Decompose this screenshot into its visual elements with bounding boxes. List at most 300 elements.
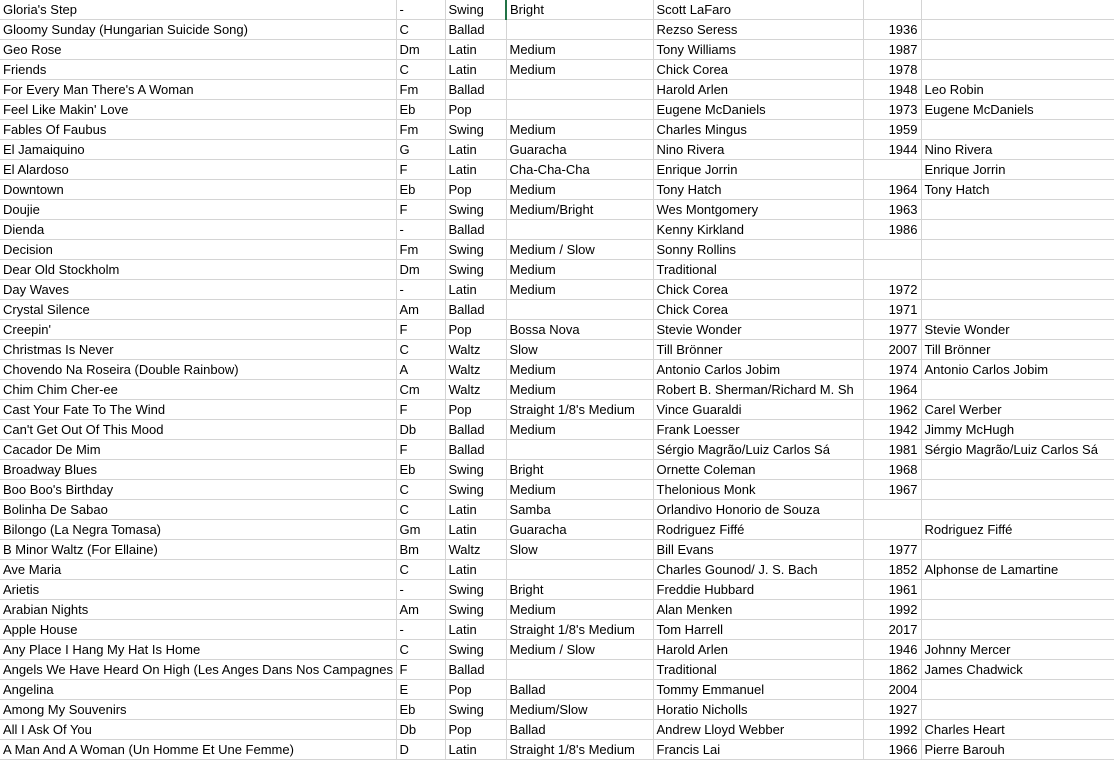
cell-style[interactable]: Latin [445, 40, 506, 60]
table-row [0, 80, 1114, 100]
cell-lyricist[interactable] [921, 540, 1114, 560]
cell-tempo[interactable] [506, 300, 653, 320]
cell-lyricist[interactable] [921, 120, 1114, 140]
cell-key[interactable]: Fm [396, 240, 445, 260]
cell-lyricist[interactable]: Eugene McDaniels [921, 100, 1114, 120]
cell-composer[interactable]: Francis Lai [653, 740, 863, 760]
cell-key[interactable]: Am [396, 600, 445, 620]
table-row [0, 320, 1114, 340]
cell-key[interactable]: C [396, 340, 445, 360]
cell-key[interactable]: Dm [396, 260, 445, 280]
cell-tempo[interactable] [506, 560, 653, 580]
cell-tempo[interactable]: Medium [506, 40, 653, 60]
cell-lyricist[interactable] [921, 20, 1114, 40]
cell-year[interactable]: 1964 [863, 380, 921, 400]
cell-key[interactable]: F [396, 320, 445, 340]
table-row [0, 200, 1114, 220]
cell-tempo[interactable]: Medium [506, 180, 653, 200]
table-row [0, 500, 1114, 520]
cell-title[interactable]: Cacador De Mim [0, 440, 396, 460]
cell-title[interactable]: For Every Man There's A Woman [0, 80, 396, 100]
cell-lyricist[interactable] [921, 300, 1114, 320]
cell-key[interactable]: Fm [396, 120, 445, 140]
cell-composer[interactable]: Rezso Seress [653, 20, 863, 40]
table-row [0, 60, 1114, 80]
cell-tempo[interactable]: Slow [506, 340, 653, 360]
cell-year[interactable]: 2017 [863, 620, 921, 640]
cell-composer[interactable]: Chick Corea [653, 280, 863, 300]
cell-key[interactable]: G [396, 140, 445, 160]
table-row [0, 420, 1114, 440]
cell-composer[interactable]: Tony Hatch [653, 180, 863, 200]
cell-tempo[interactable] [506, 100, 653, 120]
cell-style[interactable]: Swing [445, 480, 506, 500]
cell-key[interactable]: F [396, 440, 445, 460]
cell-lyricist[interactable]: Sérgio Magrão/Luiz Carlos Sá [921, 440, 1114, 460]
cell-lyricist[interactable]: Tony Hatch [921, 180, 1114, 200]
cell-composer[interactable]: Tony Williams [653, 40, 863, 60]
cell-year[interactable]: 1959 [863, 120, 921, 140]
cell-year[interactable]: 1946 [863, 640, 921, 660]
cell-style[interactable]: Ballad [445, 300, 506, 320]
cell-lyricist[interactable] [921, 260, 1114, 280]
cell-composer[interactable]: Charles Gounod/ J. S. Bach [653, 560, 863, 580]
cell-title[interactable]: Angels We Have Heard On High (Les Anges Dans Nos Campagnes [0, 660, 396, 680]
cell-title[interactable]: Dienda [0, 220, 396, 240]
cell-year[interactable]: 1971 [863, 300, 921, 320]
cell-title[interactable]: Angelina [0, 680, 396, 700]
table-row [0, 100, 1114, 120]
cell-lyricist[interactable]: Antonio Carlos Jobim [921, 360, 1114, 380]
cell-year[interactable]: 1944 [863, 140, 921, 160]
cell-lyricist[interactable] [921, 460, 1114, 480]
cell-lyricist[interactable]: James Chadwick [921, 660, 1114, 680]
cell-title[interactable]: Arabian Nights [0, 600, 396, 620]
cell-lyricist[interactable] [921, 700, 1114, 720]
cell-tempo[interactable]: Medium / Slow [506, 640, 653, 660]
cell-key[interactable]: F [396, 400, 445, 420]
table-row [0, 280, 1114, 300]
cell-tempo[interactable]: Medium/Bright [506, 200, 653, 220]
cell-lyricist[interactable]: Carel Werber [921, 400, 1114, 420]
cell-key[interactable]: - [396, 580, 445, 600]
cell-title[interactable]: Day Waves [0, 280, 396, 300]
cell-style[interactable]: Ballad [445, 440, 506, 460]
cell-year[interactable]: 1967 [863, 480, 921, 500]
cell-tempo[interactable] [506, 80, 653, 100]
table-row [0, 600, 1114, 620]
cell-tempo[interactable]: Bright [506, 0, 653, 20]
cell-year[interactable]: 1962 [863, 400, 921, 420]
cell-title[interactable]: Dear Old Stockholm [0, 260, 396, 280]
table-row [0, 740, 1114, 760]
cell-key[interactable]: Cm [396, 380, 445, 400]
cell-tempo[interactable]: Cha-Cha-Cha [506, 160, 653, 180]
table-row [0, 520, 1114, 540]
cell-composer[interactable]: Orlandivo Honorio de Souza [653, 500, 863, 520]
cell-tempo[interactable] [506, 440, 653, 460]
table-row [0, 220, 1114, 240]
cell-composer[interactable]: Charles Mingus [653, 120, 863, 140]
cell-key[interactable]: Db [396, 720, 445, 740]
cell-year[interactable]: 1966 [863, 740, 921, 760]
cell-key[interactable]: C [396, 20, 445, 40]
cell-composer[interactable]: Eugene McDaniels [653, 100, 863, 120]
cell-style[interactable]: Waltz [445, 540, 506, 560]
cell-lyricist[interactable] [921, 500, 1114, 520]
table-row [0, 140, 1114, 160]
cell-composer[interactable]: Andrew Lloyd Webber [653, 720, 863, 740]
cell-lyricist[interactable] [921, 0, 1114, 20]
cell-year[interactable]: 1974 [863, 360, 921, 380]
cell-lyricist[interactable] [921, 60, 1114, 80]
cell-composer[interactable]: Tommy Emmanuel [653, 680, 863, 700]
cell-composer[interactable]: Chick Corea [653, 300, 863, 320]
cell-title[interactable]: Geo Rose [0, 40, 396, 60]
cell-style[interactable]: Pop [445, 680, 506, 700]
cell-year[interactable]: 1968 [863, 460, 921, 480]
cell-composer[interactable]: Sérgio Magrão/Luiz Carlos Sá [653, 440, 863, 460]
cell-lyricist[interactable] [921, 280, 1114, 300]
cell-title[interactable]: Friends [0, 60, 396, 80]
cell-style[interactable]: Ballad [445, 420, 506, 440]
cell-tempo[interactable]: Medium / Slow [506, 240, 653, 260]
cell-title[interactable]: Fables Of Faubus [0, 120, 396, 140]
cell-tempo[interactable]: Guaracha [506, 140, 653, 160]
cell-year[interactable]: 1977 [863, 320, 921, 340]
cell-lyricist[interactable]: Charles Heart [921, 720, 1114, 740]
cell-tempo[interactable]: Medium [506, 380, 653, 400]
cell-style[interactable]: Ballad [445, 660, 506, 680]
cell-composer[interactable]: Stevie Wonder [653, 320, 863, 340]
cell-year[interactable]: 1948 [863, 80, 921, 100]
cell-key[interactable]: - [396, 220, 445, 240]
cell-year[interactable]: 1942 [863, 420, 921, 440]
table-row [0, 340, 1114, 360]
cell-key[interactable]: C [396, 60, 445, 80]
cell-style[interactable]: Swing [445, 260, 506, 280]
cell-lyricist[interactable]: Leo Robin [921, 80, 1114, 100]
cell-style[interactable]: Swing [445, 600, 506, 620]
cell-lyricist[interactable]: Enrique Jorrin [921, 160, 1114, 180]
cell-composer[interactable]: Robert B. Sherman/Richard M. Sh [653, 380, 863, 400]
cell-year[interactable]: 1963 [863, 200, 921, 220]
cell-year[interactable] [863, 0, 921, 20]
cell-tempo[interactable]: Medium [506, 480, 653, 500]
cell-title[interactable]: Feel Like Makin' Love [0, 100, 396, 120]
cell-title[interactable]: All I Ask Of You [0, 720, 396, 740]
cell-style[interactable]: Latin [445, 160, 506, 180]
cell-title[interactable]: Bolinha De Sabao [0, 500, 396, 520]
cell-composer[interactable]: Antonio Carlos Jobim [653, 360, 863, 380]
cell-style[interactable]: Swing [445, 460, 506, 480]
cell-composer[interactable]: Rodriguez Fiffé [653, 520, 863, 540]
cell-key[interactable]: A [396, 360, 445, 380]
cell-tempo[interactable] [506, 220, 653, 240]
cell-composer[interactable]: Kenny Kirkland [653, 220, 863, 240]
cell-style[interactable]: Swing [445, 0, 506, 20]
cell-style[interactable]: Ballad [445, 220, 506, 240]
cell-title[interactable]: Chovendo Na Roseira (Double Rainbow) [0, 360, 396, 380]
cell-style[interactable]: Latin [445, 280, 506, 300]
cell-composer[interactable]: Vince Guaraldi [653, 400, 863, 420]
cell-year[interactable]: 1973 [863, 100, 921, 120]
cell-style[interactable]: Waltz [445, 380, 506, 400]
table-row [0, 260, 1114, 280]
cell-lyricist[interactable]: Nino Rivera [921, 140, 1114, 160]
table-row [0, 180, 1114, 200]
cell-style[interactable]: Swing [445, 580, 506, 600]
cell-style[interactable]: Pop [445, 180, 506, 200]
cell-composer[interactable]: Frank Loesser [653, 420, 863, 440]
cell-year[interactable]: 1972 [863, 280, 921, 300]
cell-style[interactable]: Ballad [445, 20, 506, 40]
cell-lyricist[interactable]: Alphonse de Lamartine [921, 560, 1114, 580]
cell-composer[interactable]: Thelonious Monk [653, 480, 863, 500]
cell-tempo[interactable]: Bossa Nova [506, 320, 653, 340]
cell-title[interactable]: Decision [0, 240, 396, 260]
cell-key[interactable]: - [396, 280, 445, 300]
cell-tempo[interactable]: Medium [506, 260, 653, 280]
cell-style[interactable]: Swing [445, 700, 506, 720]
cell-year[interactable]: 1992 [863, 600, 921, 620]
cell-title[interactable]: Cast Your Fate To The Wind [0, 400, 396, 420]
cell-key[interactable]: Am [396, 300, 445, 320]
cell-title[interactable]: Gloomy Sunday (Hungarian Suicide Song) [0, 20, 396, 40]
cell-title[interactable]: Apple House [0, 620, 396, 640]
cell-key[interactable]: Eb [396, 700, 445, 720]
cell-composer[interactable]: Sonny Rollins [653, 240, 863, 260]
cell-lyricist[interactable] [921, 220, 1114, 240]
cell-tempo[interactable]: Bright [506, 580, 653, 600]
cell-composer[interactable]: Freddie Hubbard [653, 580, 863, 600]
cell-key[interactable]: Eb [396, 460, 445, 480]
cell-composer[interactable]: Harold Arlen [653, 640, 863, 660]
cell-lyricist[interactable]: Till Brönner [921, 340, 1114, 360]
table-row [0, 560, 1114, 580]
table-row [0, 300, 1114, 320]
cell-key[interactable]: Fm [396, 80, 445, 100]
cell-composer[interactable]: Till Brönner [653, 340, 863, 360]
cell-title[interactable]: Arietis [0, 580, 396, 600]
cell-tempo[interactable] [506, 20, 653, 40]
cell-style[interactable]: Pop [445, 100, 506, 120]
cell-key[interactable]: D [396, 740, 445, 760]
cell-style[interactable]: Swing [445, 120, 506, 140]
table-row [0, 40, 1114, 60]
cell-year[interactable]: 1987 [863, 40, 921, 60]
table-row [0, 700, 1114, 720]
cell-year[interactable]: 1961 [863, 580, 921, 600]
cell-lyricist[interactable]: Rodriguez Fiffé [921, 520, 1114, 540]
cell-style[interactable]: Latin [445, 140, 506, 160]
cell-key[interactable]: C [396, 560, 445, 580]
cell-lyricist[interactable]: Johnny Mercer [921, 640, 1114, 660]
cell-composer[interactable]: Traditional [653, 660, 863, 680]
cell-style[interactable]: Pop [445, 320, 506, 340]
cell-composer[interactable]: Alan Menken [653, 600, 863, 620]
cell-title[interactable]: El Jamaiquino [0, 140, 396, 160]
cell-year[interactable]: 1964 [863, 180, 921, 200]
cell-style[interactable]: Ballad [445, 80, 506, 100]
cell-style[interactable]: Swing [445, 640, 506, 660]
table-row [0, 240, 1114, 260]
cell-composer[interactable]: Wes Montgomery [653, 200, 863, 220]
cell-key[interactable]: - [396, 0, 445, 20]
table-row [0, 380, 1114, 400]
cell-key[interactable]: Gm [396, 520, 445, 540]
cell-key[interactable]: C [396, 480, 445, 500]
cell-lyricist[interactable]: Pierre Barouh [921, 740, 1114, 760]
cell-title[interactable]: Boo Boo's Birthday [0, 480, 396, 500]
cell-tempo[interactable]: Slow [506, 540, 653, 560]
cell-composer[interactable]: Scott LaFaro [653, 0, 863, 20]
cell-key[interactable]: Eb [396, 180, 445, 200]
table-row [0, 620, 1114, 640]
cell-key[interactable]: E [396, 680, 445, 700]
cell-key[interactable]: Bm [396, 540, 445, 560]
cell-key[interactable]: F [396, 200, 445, 220]
cell-lyricist[interactable]: Stevie Wonder [921, 320, 1114, 340]
cell-composer[interactable]: Enrique Jorrin [653, 160, 863, 180]
cell-year[interactable]: 1862 [863, 660, 921, 680]
cell-tempo[interactable]: Medium/Slow [506, 700, 653, 720]
cell-year[interactable]: 2004 [863, 680, 921, 700]
cell-year[interactable] [863, 160, 921, 180]
cell-year[interactable]: 2007 [863, 340, 921, 360]
cell-style[interactable]: Latin [445, 520, 506, 540]
cell-tempo[interactable]: Ballad [506, 680, 653, 700]
cell-title[interactable]: Among My Souvenirs [0, 700, 396, 720]
cell-tempo[interactable]: Bright [506, 460, 653, 480]
cell-year[interactable]: 1981 [863, 440, 921, 460]
cell-composer[interactable]: Harold Arlen [653, 80, 863, 100]
cell-composer[interactable]: Nino Rivera [653, 140, 863, 160]
cell-style[interactable]: Latin [445, 60, 506, 80]
cell-title[interactable]: Any Place I Hang My Hat Is Home [0, 640, 396, 660]
table-row [0, 0, 1114, 20]
cell-composer[interactable]: Bill Evans [653, 540, 863, 560]
cell-key[interactable]: - [396, 620, 445, 640]
cell-key[interactable]: F [396, 160, 445, 180]
cell-style[interactable]: Pop [445, 400, 506, 420]
cell-composer[interactable]: Horatio Nicholls [653, 700, 863, 720]
table-row [0, 540, 1114, 560]
cell-year[interactable] [863, 500, 921, 520]
cell-style[interactable]: Latin [445, 620, 506, 640]
table-row [0, 680, 1114, 700]
cell-tempo[interactable]: Straight 1/8's Medium [506, 620, 653, 640]
cell-title[interactable]: Doujie [0, 200, 396, 220]
cell-title[interactable]: Ave Maria [0, 560, 396, 580]
cell-year[interactable]: 1992 [863, 720, 921, 740]
table-row [0, 480, 1114, 500]
table-row [0, 460, 1114, 480]
cell-tempo[interactable]: Straight 1/8's Medium [506, 740, 653, 760]
cell-year[interactable]: 1927 [863, 700, 921, 720]
table-row [0, 20, 1114, 40]
cell-year[interactable]: 1936 [863, 20, 921, 40]
cell-tempo[interactable]: Ballad [506, 720, 653, 740]
cell-lyricist[interactable] [921, 600, 1114, 620]
cell-style[interactable]: Pop [445, 720, 506, 740]
cell-lyricist[interactable] [921, 200, 1114, 220]
cell-style[interactable]: Waltz [445, 360, 506, 380]
cell-title[interactable]: Gloria's Step [0, 0, 396, 20]
cell-tempo[interactable]: Medium [506, 120, 653, 140]
table-row [0, 640, 1114, 660]
cell-lyricist[interactable] [921, 620, 1114, 640]
cell-style[interactable]: Latin [445, 560, 506, 580]
cell-style[interactable]: Latin [445, 740, 506, 760]
table-row [0, 360, 1114, 380]
cell-year[interactable] [863, 520, 921, 540]
cell-composer[interactable]: Traditional [653, 260, 863, 280]
cell-tempo[interactable]: Samba [506, 500, 653, 520]
table-row [0, 720, 1114, 740]
cell-title[interactable]: Downtown [0, 180, 396, 200]
cell-title[interactable]: El Alardoso [0, 160, 396, 180]
cell-tempo[interactable]: Medium [506, 600, 653, 620]
cell-title[interactable]: Broadway Blues [0, 460, 396, 480]
cell-composer[interactable]: Ornette Coleman [653, 460, 863, 480]
cell-title[interactable]: Bilongo (La Negra Tomasa) [0, 520, 396, 540]
cell-lyricist[interactable]: Jimmy McHugh [921, 420, 1114, 440]
cell-title[interactable]: Creepin' [0, 320, 396, 340]
cell-key[interactable]: C [396, 640, 445, 660]
cell-key[interactable]: Eb [396, 100, 445, 120]
cell-tempo[interactable]: Medium [506, 420, 653, 440]
cell-tempo[interactable]: Guaracha [506, 520, 653, 540]
table-row [0, 440, 1114, 460]
cell-tempo[interactable]: Medium [506, 280, 653, 300]
cell-title[interactable]: Chim Chim Cher-ee [0, 380, 396, 400]
cell-style[interactable]: Swing [445, 200, 506, 220]
cell-key[interactable]: Dm [396, 40, 445, 60]
cell-composer[interactable]: Tom Harrell [653, 620, 863, 640]
cell-tempo[interactable]: Medium [506, 360, 653, 380]
cell-lyricist[interactable] [921, 40, 1114, 60]
cell-tempo[interactable]: Medium [506, 60, 653, 80]
cell-composer[interactable]: Chick Corea [653, 60, 863, 80]
cell-title[interactable]: A Man And A Woman (Un Homme Et Une Femme) [0, 740, 396, 760]
cell-title[interactable]: Crystal Silence [0, 300, 396, 320]
cell-lyricist[interactable] [921, 480, 1114, 500]
cell-tempo[interactable] [506, 660, 653, 680]
cell-key[interactable]: C [396, 500, 445, 520]
cell-tempo[interactable]: Straight 1/8's Medium [506, 400, 653, 420]
cell-title[interactable]: Can't Get Out Of This Mood [0, 420, 396, 440]
cell-year[interactable] [863, 240, 921, 260]
cell-lyricist[interactable] [921, 680, 1114, 700]
cell-style[interactable]: Waltz [445, 340, 506, 360]
cell-year[interactable] [863, 260, 921, 280]
cell-key[interactable]: Db [396, 420, 445, 440]
cell-year[interactable]: 1986 [863, 220, 921, 240]
cell-key[interactable]: F [396, 660, 445, 680]
cell-year[interactable]: 1978 [863, 60, 921, 80]
cell-lyricist[interactable] [921, 240, 1114, 260]
cell-style[interactable]: Latin [445, 500, 506, 520]
cell-title[interactable]: B Minor Waltz (For Ellaine) [0, 540, 396, 560]
cell-title[interactable]: Christmas Is Never [0, 340, 396, 360]
cell-style[interactable]: Swing [445, 240, 506, 260]
table-row [0, 660, 1114, 680]
cell-year[interactable]: 1852 [863, 560, 921, 580]
cell-lyricist[interactable] [921, 380, 1114, 400]
cell-year[interactable]: 1977 [863, 540, 921, 560]
cell-lyricist[interactable] [921, 580, 1114, 600]
